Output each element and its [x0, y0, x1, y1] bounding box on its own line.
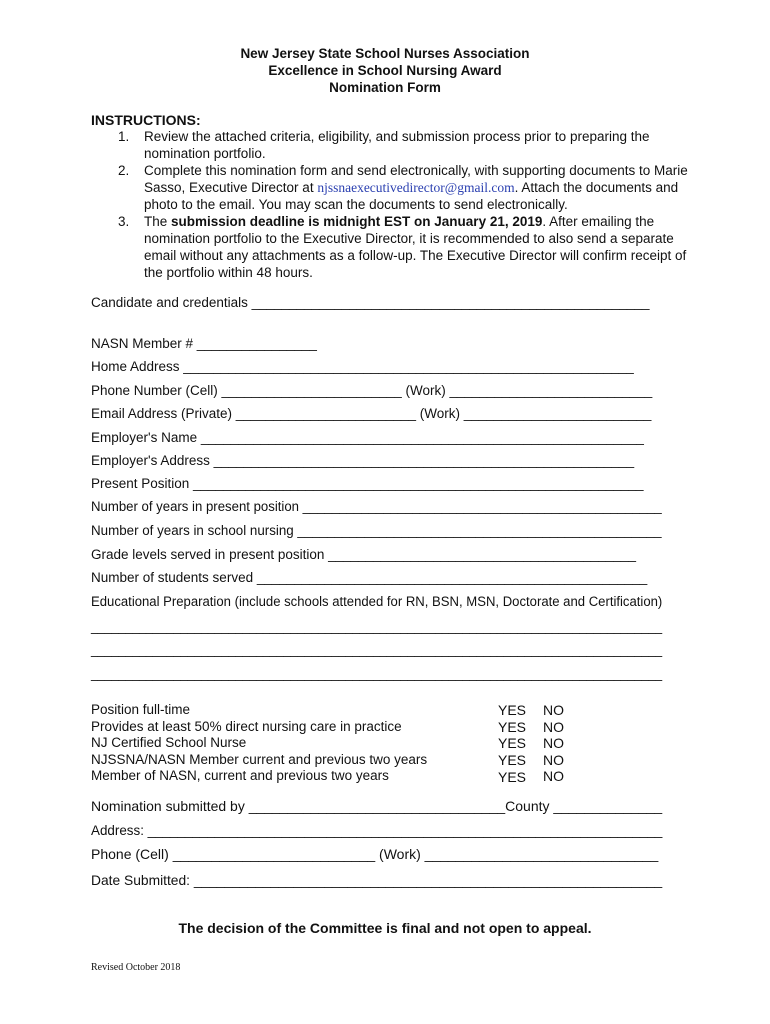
award-title: Excellence in School Nursing Award: [268, 63, 502, 78]
employer-name-field[interactable]: Employer's Name ___________________________________________________________: [91, 430, 644, 445]
instruction-number: 3.: [118, 214, 130, 229]
instruction-number: 1.: [118, 129, 130, 144]
org-title: New Jersey State School Nurses Association: [240, 46, 530, 61]
yes-option[interactable]: YES: [498, 769, 527, 785]
education-blank-line[interactable]: ___________________________________________________________________________________: [91, 619, 663, 634]
nasn-member-field[interactable]: NASN Member # ________________: [91, 336, 317, 351]
instructions-heading: INSTRUCTIONS:: [91, 112, 201, 128]
years-position-field[interactable]: Number of years in present position _________________________________________________: [91, 499, 662, 514]
phone-number-field[interactable]: Phone Number (Cell) ________________________ (Work) ___________________________: [91, 383, 653, 398]
employer-address-field[interactable]: Employer's Address ________________________________________________________: [91, 453, 635, 468]
no-option[interactable]: NO: [543, 752, 564, 768]
revision-note: Revised October 2018: [91, 962, 181, 973]
email-link[interactable]: njssnaexecutivedirector@gmail.com: [317, 180, 515, 195]
criteria-label: Member of NASN, current and previous two years: [91, 768, 389, 783]
yes-option[interactable]: YES: [498, 702, 527, 718]
form-title: Nomination Form: [329, 80, 441, 95]
date-submitted-field[interactable]: Date Submitted: _____________________________________________________________: [91, 872, 663, 888]
no-option[interactable]: NO: [543, 735, 564, 751]
criteria-label: NJ Certified School Nurse: [91, 735, 247, 750]
no-option[interactable]: NO: [543, 768, 564, 784]
criteria-label: NJSSNA/NASN Member current and previous two years: [91, 752, 428, 767]
grade-levels-field[interactable]: Grade levels served in present position _________________________________________: [91, 547, 636, 562]
instruction-text: Complete this nomination form and send electronically, with supporting documents to Marie Sasso, Executive Director at njssnaexecutivedirector@gmail.com. Attach the documents and photo to the email. You may scan the documents to send electronically.: [144, 163, 688, 212]
years-school-nursing-field[interactable]: Number of years in school nursing _________________________________________________: [91, 523, 662, 538]
submitter-address-field[interactable]: Address: _____________________________________________________________________: [91, 822, 663, 838]
candidate-field[interactable]: Candidate and credentials _____________________________________________________: [91, 295, 650, 310]
email-address-field[interactable]: Email Address (Private) ________________________ (Work) _________________________: [91, 406, 652, 421]
no-option[interactable]: NO: [543, 719, 564, 735]
number-students-field[interactable]: Number of students served ____________________________________________________: [91, 570, 648, 585]
instruction-text: Review the attached criteria, eligibility, and submission process prior to preparing the nomination portfolio.: [144, 129, 650, 161]
deadline-text: submission deadline is midnight EST on January 21, 2019: [171, 214, 543, 229]
yes-option[interactable]: YES: [498, 735, 527, 751]
education-blank-line[interactable]: ___________________________________________________________________________________: [91, 642, 663, 657]
educational-preparation-label: Educational Preparation (include schools attended for RN, BSN, MSN, Doctorate and Certification): [91, 594, 663, 609]
instruction-number: 2.: [118, 163, 130, 178]
instruction-text: The submission deadline is midnight EST on January 21, 2019. After emailing the nomination portfolio to the Executive Director, it is recommended to also send a separate email without any attachments as a follow-up. The Executive Director will confirm receipt of the portfolio within 48 hours.: [144, 214, 687, 280]
criteria-label: Position full-time: [91, 702, 191, 717]
appeal-notice: The decision of the Committee is final and not open to appeal.: [178, 920, 592, 936]
yes-option[interactable]: YES: [498, 752, 527, 768]
submitted-by-field[interactable]: Nomination submitted by _________________________________County ______________: [91, 798, 663, 814]
present-position-field[interactable]: Present Position ____________________________________________________________: [91, 476, 644, 491]
yes-option[interactable]: YES: [498, 719, 527, 735]
criteria-label: Provides at least 50% direct nursing care in practice: [91, 719, 402, 734]
no-option[interactable]: NO: [543, 702, 564, 718]
education-blank-line[interactable]: ___________________________________________________________________________________: [91, 666, 663, 681]
submitter-phone-field[interactable]: Phone (Cell) __________________________ (Work) ______________________________: [91, 846, 659, 862]
home-address-field[interactable]: Home Address ____________________________________________________________: [91, 359, 634, 374]
